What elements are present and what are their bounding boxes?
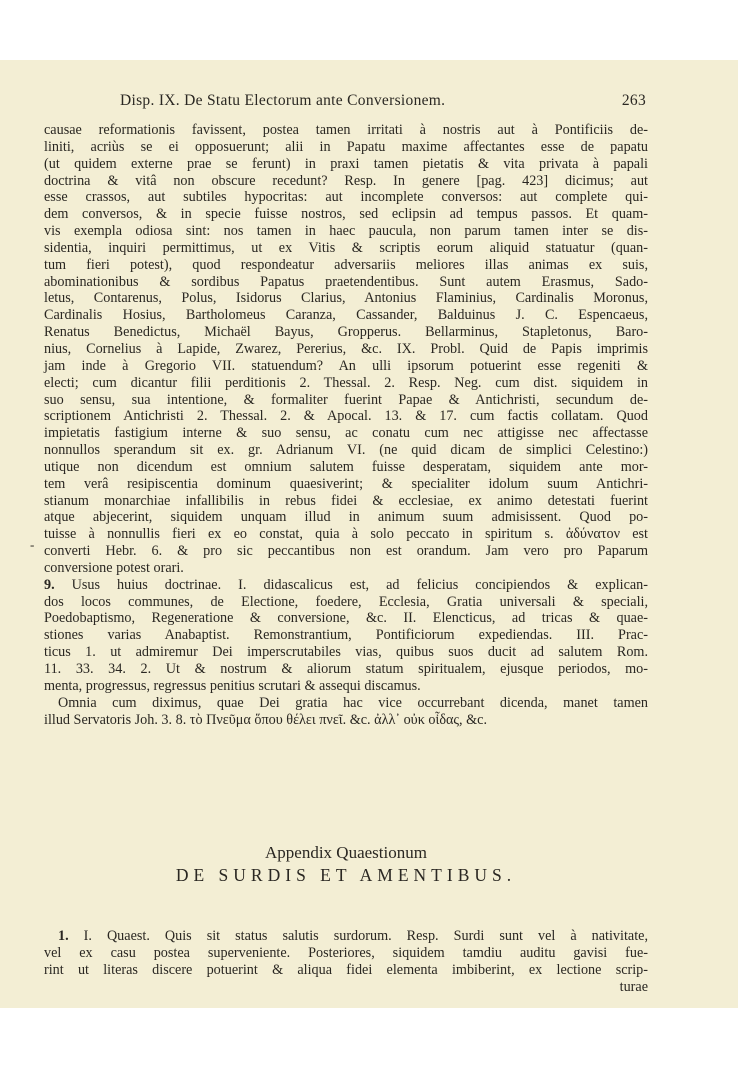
text-line: Poedobaptismo, Regeneratione & conversione, &c. II. Elencticus, ad tricas & quae- [44,610,648,627]
text-line: tum fieri potest), quod respondeatur adversariis meliores illas animas ex suis, [44,256,648,273]
text-line: ticus 1. ut admiremur Dei imperscrutabiles vias, quibus suos ducit ad salutem Rom. [44,644,648,661]
text-line: abominationibus & sordibus Papatus praetendentibus. Sunt autem Erasmus, Sado- [44,273,648,290]
text-line: illud Servatoris Joh. 3. 8. τὸ Πνεῦμα ὅπου θέλει πνεῖ. &c. ἀλλ᾽ οὐκ οἶδας, &c. [44,711,488,728]
text-line: menta, progressus, regressus penitius scrutari & assequi discamus. [44,677,421,694]
text-line: liniti, acriùs se ei opposuerunt; alii in Papatu maxime affectantes esse de papatu [44,138,648,155]
text-line: causae reformationis favissent, postea tamen irritati à nostris aut à Pontificiis de- [44,122,648,138]
text-line: turae [619,978,648,995]
text-line: stiones varias Anabaptist. Remonstrantium, Pontificiorum expediendas. III. Prac- [44,627,648,644]
text-line: dem conversos, & in specie fuisse nostros, sed eclipsin ad tempus passos. Et quam- [44,206,648,223]
text-line: jam inde à Gregorio VII. statuendum? An ulli ipsorum potuerint esse regeniti & [44,357,648,374]
text-line: stianum monarchiae infallibilis in rebus fidei & ecclesiae, ex animo detestati fuerint [44,492,648,509]
text-line: 11. 33. 34. 2. Ut & nostrum & aliorum statum spiritualem, ejusque periodos, mo- [44,661,648,677]
text-line: utique non dicendum est omnium salutem fuisse desperatam, siquidem ante mor- [44,458,648,475]
paragraph-continued [44,122,648,577]
text-line: Usus huius doctrinae. I. didascalicus est, ad felicius concipiendos & explican- [71,576,648,593]
text-line: tuisse à nonnullis fieri ex eo constat, quia à solo peccato in spiritum s. ἀδύνατον est [44,526,648,543]
appendix-subtitle: DE SURDIS ET AMENTIBUS. [175,865,517,885]
section-number: 1. [58,928,69,944]
text-line: Renatus Benedictus, Michaël Bayus, Gropperus. Bellarminus, Stapletonus, Baro- [44,324,648,341]
text-line: vis exempla odiosa sint: nos tamen in haec paucula, non parum tamen inter se dis- [44,223,648,240]
text-line: (ut quidem externe prae se ferunt) in praxi tamen pietatis & vita privata à papali [44,155,648,172]
text-line: electi; cum dicantur filii perditionis 2. Thessal. 2. Resp. Neg. cum dist. siquidem in [44,374,648,391]
section-1-first-line [44,928,648,945]
body-text [44,122,648,728]
text-line: doctrina & vitâ non obscure recedunt? Resp. In genere [pag. 423] dicimus; aut [44,172,648,189]
section-9-first-line [44,577,648,594]
text-line: suo sensu, sua intentione, & formaliter fuerint Papae & Antichristi, secundum de- [44,391,648,408]
text-line: vel ex casu postea superveniente. Posteriores, siquidem tamdiu auditu gavisi fue- [44,944,648,961]
text-line: tem verâ resipiscentia dominum quaesiverint; & specialiter idolum suum Antichri- [44,475,648,492]
running-head [42,92,646,114]
text-line: Omnia cum diximus, quae Dei gratia hac vice occurrebant dicenda, manet tamen [58,694,648,711]
text-line: letus, Contarenus, Polus, Isidorus Clarius, Antonius Flaminius, Cardinalis Moronus, [44,290,648,307]
running-head-title: Disp. IX. De Statu Electorum ante Conversionem. [120,92,446,109]
text-line: I. Quaest. Quis sit status salutis surdorum. Resp. Surdi sunt vel à nativitate, [83,928,648,944]
section-1 [44,928,648,995]
text-line: atque abjecerint, siquidem unquam illud in animum suum admisissent. Quod po- [44,509,648,526]
text-line: dos locos communes, de Electione, foedere, Ecclesia, Gratia universali & speciali, [44,593,648,610]
text-line: sidentia, inquiri permittimus, ut ex Vitis & scriptis eorum aliquid statuatur (quan- [44,239,648,256]
text-line: Cardinalis Hosius, Bartholomeus Caranza, Cassander, Balduinus J. C. Espencaeus, [44,307,648,324]
text-line: rint ut literas discere potuerint & aliqua fidei elementa imbiberint, ex lectione scrip- [44,961,648,978]
text-line: impietatis fastigium interne & suo sensu, ac conatu cum nec attigisse nec affectasse [44,425,648,442]
book-page [0,60,738,1008]
text-line: nius, Cornelius à Lapide, Zwarez, Pererius, &c. IX. Probl. Quid de Papis imprimis [44,340,648,357]
text-line: conversione potest orari. [44,559,184,576]
appendix-title: Appendix Quaestionum [265,843,427,862]
section-9 [44,577,648,729]
margin-mark: - [30,537,35,552]
text-line: converti Hebr. 6. & pro sic peccantibus non est orandum. Jam vero pro Paparum [44,543,648,560]
text-line: scriptionem Antichristi 2. Thessal. 2. & Apocal. 13. & 17. cum factis collatam. Quod [44,408,648,425]
text-line: nonnullos sperandum sit ex. gr. Adrianum VI. (ne quid dicam de simplici Celestino:) [44,442,648,459]
page-number: 263 [621,92,646,109]
text-line: esse crassos, aut subtiles hypocritas: aut incomplete conversos: aut complete qui- [44,189,648,206]
section-number: 9. [44,576,55,593]
